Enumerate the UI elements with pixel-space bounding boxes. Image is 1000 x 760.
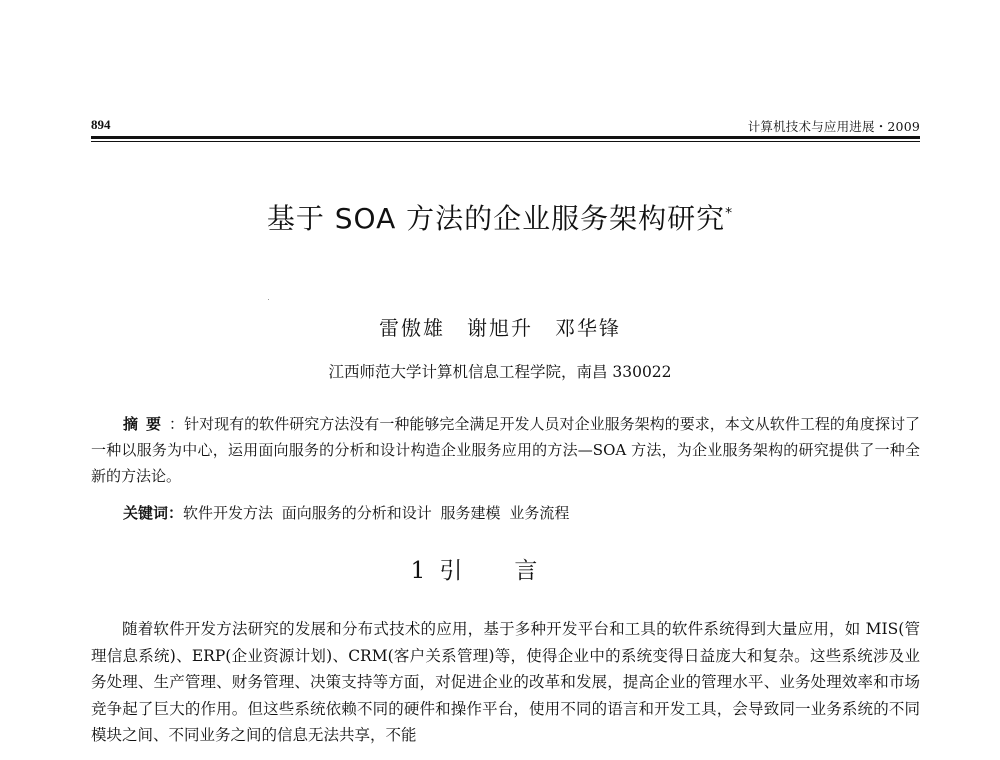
keywords-value: 软件开发方法 面向服务的分析和设计 服务建模 业务流程 <box>183 504 570 522</box>
header-rule-thin <box>91 141 920 142</box>
header-rule-thick <box>91 136 920 139</box>
scan-speck <box>268 299 269 300</box>
keywords-label: 关键词： <box>123 504 184 522</box>
paper-title <box>0 197 1000 237</box>
page-number: 894 <box>91 117 111 132</box>
journal-name: 计算机技术与应用进展・2009 <box>747 119 920 134</box>
abstract-text: 针对现有的软件研究方法没有一种能够完全满足开发人员对企业服务架构的要求，本文从软件工程的角度探讨了一种以服务为中心，运用面向服务的分析和设计构造企业服务应用的方法—SOA 方法，为企业服务架构的研究提供了一种全新的方法论。 <box>91 415 920 485</box>
running-header <box>91 117 920 137</box>
body-paragraph: 随着软件开发方法研究的发展和分布式技术的应用，基于多种开发平台和工具的软件系统得到大量应用，如 MIS(管理信息系统)、ERP(企业资源计划)、CRM(客户关系管理)等，使得企业中的系统变得日益庞大和复杂。这些系统涉及业务处理、生产管理、财务管理、决策支持等方面，对促进企业的改革和发展，提高企业的管理水平、业务处理效率和市场竞争起了巨大的作用。但这些系统依赖不同的硬件和操作平台，使用不同的语言和开发工具，会导致同一业务系统的不同模块之间、不同业务之间的信息无法共享，不能 <box>91 620 920 745</box>
abstract-colon: ： <box>169 415 185 433</box>
section-number: 1 <box>410 558 426 584</box>
title-footnote-mark: * <box>725 205 734 222</box>
abstract-label: 摘要 <box>123 415 170 433</box>
author-list: 雷傲雄 谢旭升 邓华锋 <box>379 316 621 340</box>
abstract <box>91 411 920 489</box>
affiliation: 江西师范大学计算机信息工程学院，南昌 330022 <box>328 363 672 381</box>
section-title: 引言 <box>439 558 590 584</box>
keywords <box>123 500 920 526</box>
paper-title-text: 基于 SOA 方法的企业服务架构研究 <box>266 202 726 235</box>
section-heading <box>0 552 1000 585</box>
